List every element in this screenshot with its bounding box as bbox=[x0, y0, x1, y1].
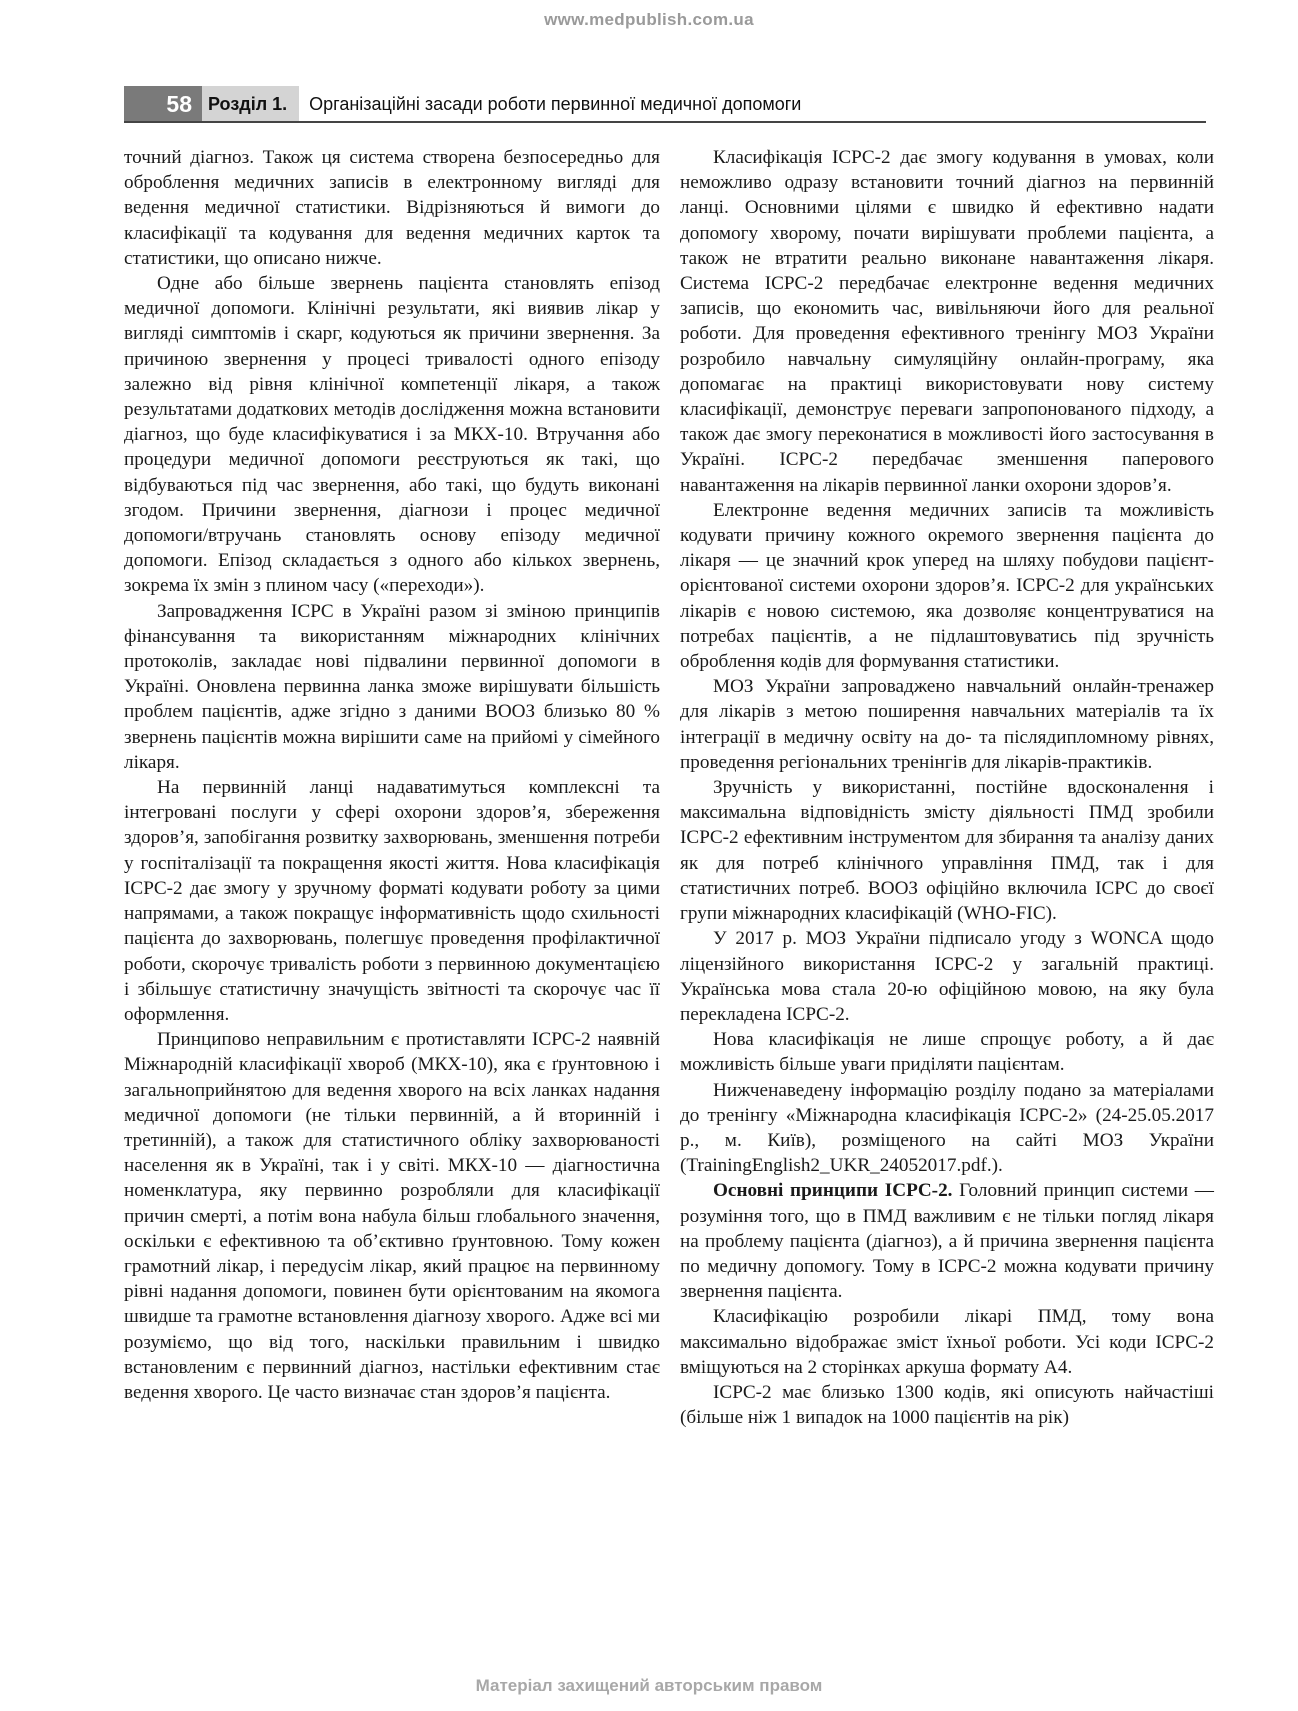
paragraph: Електронне ведення медичних записів та можливість кодувати причину кожного окремого звернення пацієнта до лікаря — це значний крок уперед на шляху побудови пацієнт-орієнтованої системи охорони здоров’я. ICPC-2 для українських лікарів є новою системою, яка дозволяє концентруватися на потребах пацієнтів, а не підлаштовуватись під зручність оброблення кодів для формування статистики. bbox=[680, 499, 1214, 673]
running-header bbox=[124, 86, 1206, 122]
site-url: www.medpublish.com.ua bbox=[544, 10, 754, 29]
principles-text: Головний принцип системи — розуміння того, що в ПМД важливим є не тільки погляд лікаря на проблему пацієнта (діагноз), а й причина звернення пацієнта по медичну допомогу. Тому в ICPC-2 можна кодувати причину звернення пацієнта. bbox=[680, 1180, 1214, 1303]
paragraph: Принципово неправильним є протиставляти ICPC-2 наявній Міжнародній класифікації хвороб (МКХ-10), яка є ґрунтовною і загальноприйнятою для ведення хворого на всіх ланках надання медичної допомоги (не тільки первинній, а й вторинній і третинній), а також для статистичного обліку захворюваності населення як в Україні, так і у світі. МКХ-10 — діагностична номенклатура, яку первинно розробляли для класифікації причин смерті, а потім вона набула більш глобального значення, оскільки є ефективною та об’єктивно ґрунтовною. Тому кожен грамотний лікар, і передусім лікар, який працює на первинному рівні надання допомоги, повинен бути орієнтованим на якомога швидше та грамотне встановлення діагнозу хворого. Адже всі ми розуміємо, що від того, наскільки правильним і швидко встановленим є первинний діагноз, настільки ефективним стає ведення хворого. Це часто визначає стан здоров’я пацієнта. bbox=[124, 1029, 660, 1403]
page-number: 58 bbox=[124, 86, 202, 122]
paragraph: Нова класифікація не лише спрощує роботу, а й дає можливість більше уваги приділяти пацієнтам. bbox=[680, 1029, 1214, 1076]
paragraph: У 2017 р. МОЗ України підписало угоду з WONCA щодо ліцензійного використання ICPC-2 у загальній практиці. Українська мова стала 20-ю офіційною мовою, на яку була перекладена ICPC-2. bbox=[680, 928, 1214, 1025]
chapter-title: Організаційні засади роботи первинної медичної допомоги bbox=[309, 93, 802, 114]
paragraph: ICPC-2 має близько 1300 кодів, які описують найчастіші (більше ніж 1 випадок на 1000 пацієнтів на рік) bbox=[680, 1381, 1214, 1429]
header-rule bbox=[124, 121, 1206, 123]
paragraph: Одне або більше звернень пацієнта становлять епізод медичної допомоги. Клінічні результати, які виявив лікар у вигляді симптомів і скарг, кодуються як причини звернення. За причиною звернення у процесі тривалості одного епізоду залежно від рівня клінічної компетенції лікаря, а також результатами додаткових методів дослідження можна встановити діагноз, що буде класифікуватися і за МКХ-10. Втручання або процедури медичної допомоги реєструються як такі, що відбуваються під час звернення, або такі, що будуть виконані згодом. Причини звернення, діагнози і процес медичної допомоги/втручань становлять основу епізоду медичної допомоги. Епізод складається з одного або кількох звернень, зокрема їх змін з плином часу («переходи»). bbox=[124, 273, 660, 597]
paragraph: Класифікацію розробили лікарі ПМД, тому вона максимально відображає зміст їхньої роботи. Усі коди ICPC-2 вміщуються на 2 сторінках аркуша формату А4. bbox=[680, 1306, 1214, 1378]
copyright-footer: Матеріал захищений авторським правом bbox=[475, 1676, 823, 1695]
paragraph: Зручність у використанні, постійне вдосконалення і максимальна відповідність змісту діяльності ПМД зробили ICPC-2 ефективним інструментом для збирання та аналізу даних як для потреб клінічного управління ПМД, так і для статистичних потреб. ВООЗ офіційно включила ICPC до своєї групи міжнародних класифікацій (WHO-FIC). bbox=[680, 777, 1214, 925]
paragraph: точний діагноз. Також ця система створена безпосередньо для оброблення медичних записів в електронному вигляді для ведення медичної статистики. Відрізняються й вимоги до класифікації та кодування для ведення медичних карток та статистики, що описано нижче. bbox=[124, 147, 660, 269]
paragraph: Нижченаведену інформацію розділу подано за матеріалами до тренінгу «Міжнародна класифікація ICPC-2» (24-25.05.2017 р., м. Київ), розміщеного на сайті МОЗ України (TrainingEnglish2_UKR_24052017.pdf.). bbox=[680, 1079, 1214, 1177]
section-label: Розділ 1. bbox=[202, 86, 299, 122]
paragraph: МОЗ України запроваджено навчальний онлайн-тренажер для лікарів з метою поширення навчальних матеріалів та їх інтеграції в медичну освіту на до- та післядипломному рівнях, проведення регіональних тренінгів для лікарів-практиків. bbox=[680, 676, 1214, 773]
left-column bbox=[124, 145, 660, 1405]
paragraph: Запровадження ICPC в Україні разом зі зміною принципів фінансування та використанням міжнародних клінічних протоколів, закладає нові підвалини первинної допомоги в Україні. Оновлена первинна ланка зможе вирішувати більшість проблем пацієнтів, адже згідно з даними ВООЗ близько 80 % звернень пацієнтів можна вирішити саме на прийомі у сімейного лікаря. bbox=[124, 600, 660, 773]
right-column bbox=[680, 145, 1214, 1430]
paragraph: На первинній ланці надаватимуться комплексні та інтегровані послуги у сфері охорони здоров’я, збереження здоров’я, запобігання розвитку захворювань, зменшення потреби у госпіталізації та покращення якості життя. Нова класифікація ICPC-2 дає змогу у зручному форматі кодувати роботу за цими напрямами, а також покращує інформативність щодо схильності пацієнта до захворювань, полегшує проведення профілактичної роботи, скорочує тривалість роботи з первинною документацією і збільшує статистичну значущість звітності та скорочує час її оформлення. bbox=[124, 777, 660, 1025]
principles-paragraph bbox=[680, 1178, 1214, 1304]
paragraph: Класифікація ICPC-2 дає змогу кодування в умовах, коли неможливо одразу встановити точний діагноз на первинній ланці. Основними цілями є швидко й ефективно надати допомогу хворому, почати вирішувати проблеми пацієнта, а також не втратити реально виконане навантаження лікаря. Система ICPC-2 передбачає електронне ведення медичних записів, що економить час, вивільняючи його для реальної роботи. Для проведення ефективного тренінгу МОЗ України розробило навчальну симуляційну онлайн-програму, яка допомагає на практиці використовувати нову систему класифікації, демонструє переваги запропонованого підходу, а також дає змогу переконатися в можливості його застосування в Україні. ICPC-2 передбачає зменшення паперового навантаження на лікарів первинної ланки охорони здоров’я. bbox=[680, 147, 1214, 496]
principles-heading: Основні принципи ICPC-2. bbox=[713, 1180, 953, 1202]
